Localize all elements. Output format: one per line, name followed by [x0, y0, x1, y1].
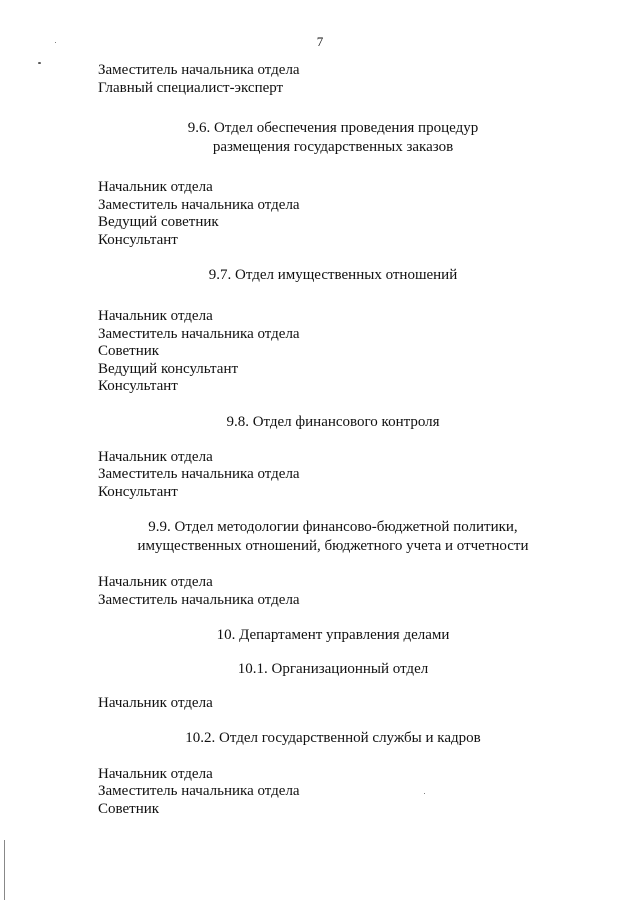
section-9-7 [98, 266, 568, 396]
position-list [98, 308, 568, 396]
position-list [98, 695, 568, 713]
position-list [98, 62, 568, 97]
section-heading [58, 729, 608, 748]
position-list [98, 766, 568, 819]
position-item: Ведущий советник [98, 214, 219, 230]
scan-edge-line [4, 840, 5, 900]
section-10-2 [98, 729, 568, 819]
section-9-9 [98, 518, 568, 609]
heading-line: 9.7. Отдел имущественных отношений [208, 267, 458, 283]
section-9-8 [98, 413, 568, 502]
position-item: Начальник отдела [98, 179, 213, 195]
heading-line: имущественных отношений, бюджетного учета и отчетности [137, 538, 529, 554]
position-item: Заместитель начальника отдела [98, 62, 300, 78]
scan-speck [38, 62, 41, 64]
section-10-1 [98, 660, 568, 713]
position-item: Главный специалист-эксперт [98, 79, 284, 96]
heading-line: 10.1. Организационный отдел [237, 661, 429, 677]
position-list [98, 574, 568, 609]
position-item: Консультант [98, 231, 178, 248]
heading-line: 10. Департамент управления делами [216, 627, 450, 643]
position-item: Заместитель начальника отдела [98, 466, 300, 482]
position-item: Заместитель начальника отдела [98, 591, 300, 608]
position-item: Советник [98, 343, 160, 359]
position-item: Консультант [98, 483, 178, 500]
section-10 [98, 626, 568, 645]
position-item: Консультант [98, 378, 178, 394]
position-list [98, 449, 568, 502]
position-item: Заместитель начальника отдела [98, 783, 300, 799]
position-item: Начальник отдела [98, 574, 213, 590]
position-item: Заместитель начальника отдела [98, 325, 300, 342]
section-heading [58, 518, 608, 556]
heading-line: 9.9. Отдел методологии финансово-бюджетной политики, [148, 519, 518, 535]
section-heading [58, 119, 608, 157]
position-item: Советник [98, 800, 160, 817]
position-item: Заместитель начальника отдела [98, 196, 300, 213]
heading-line: 9.8. Отдел финансового контроля [226, 413, 440, 430]
scan-speck [424, 793, 425, 794]
scan-speck [55, 42, 56, 43]
position-item: Ведущий консультант [98, 360, 239, 377]
position-item: Начальник отдела [98, 765, 213, 782]
section-heading [58, 626, 608, 645]
section-heading [58, 660, 608, 679]
position-item: Начальник отдела [98, 448, 213, 465]
heading-line: 9.6. Отдел обеспечения проведения процедур [187, 120, 479, 136]
position-item: Начальник отдела [98, 695, 213, 711]
position-item: Начальник отдела [98, 308, 213, 324]
section-9-6 [98, 119, 568, 249]
page-number: 7 [316, 34, 324, 49]
document-body [98, 62, 568, 818]
heading-line: 10.2. Отдел государственной службы и кадров [185, 729, 481, 746]
heading-line: размещения государственных заказов [212, 139, 454, 155]
position-list [98, 179, 568, 249]
section-heading [58, 413, 608, 432]
section-heading [58, 266, 608, 285]
